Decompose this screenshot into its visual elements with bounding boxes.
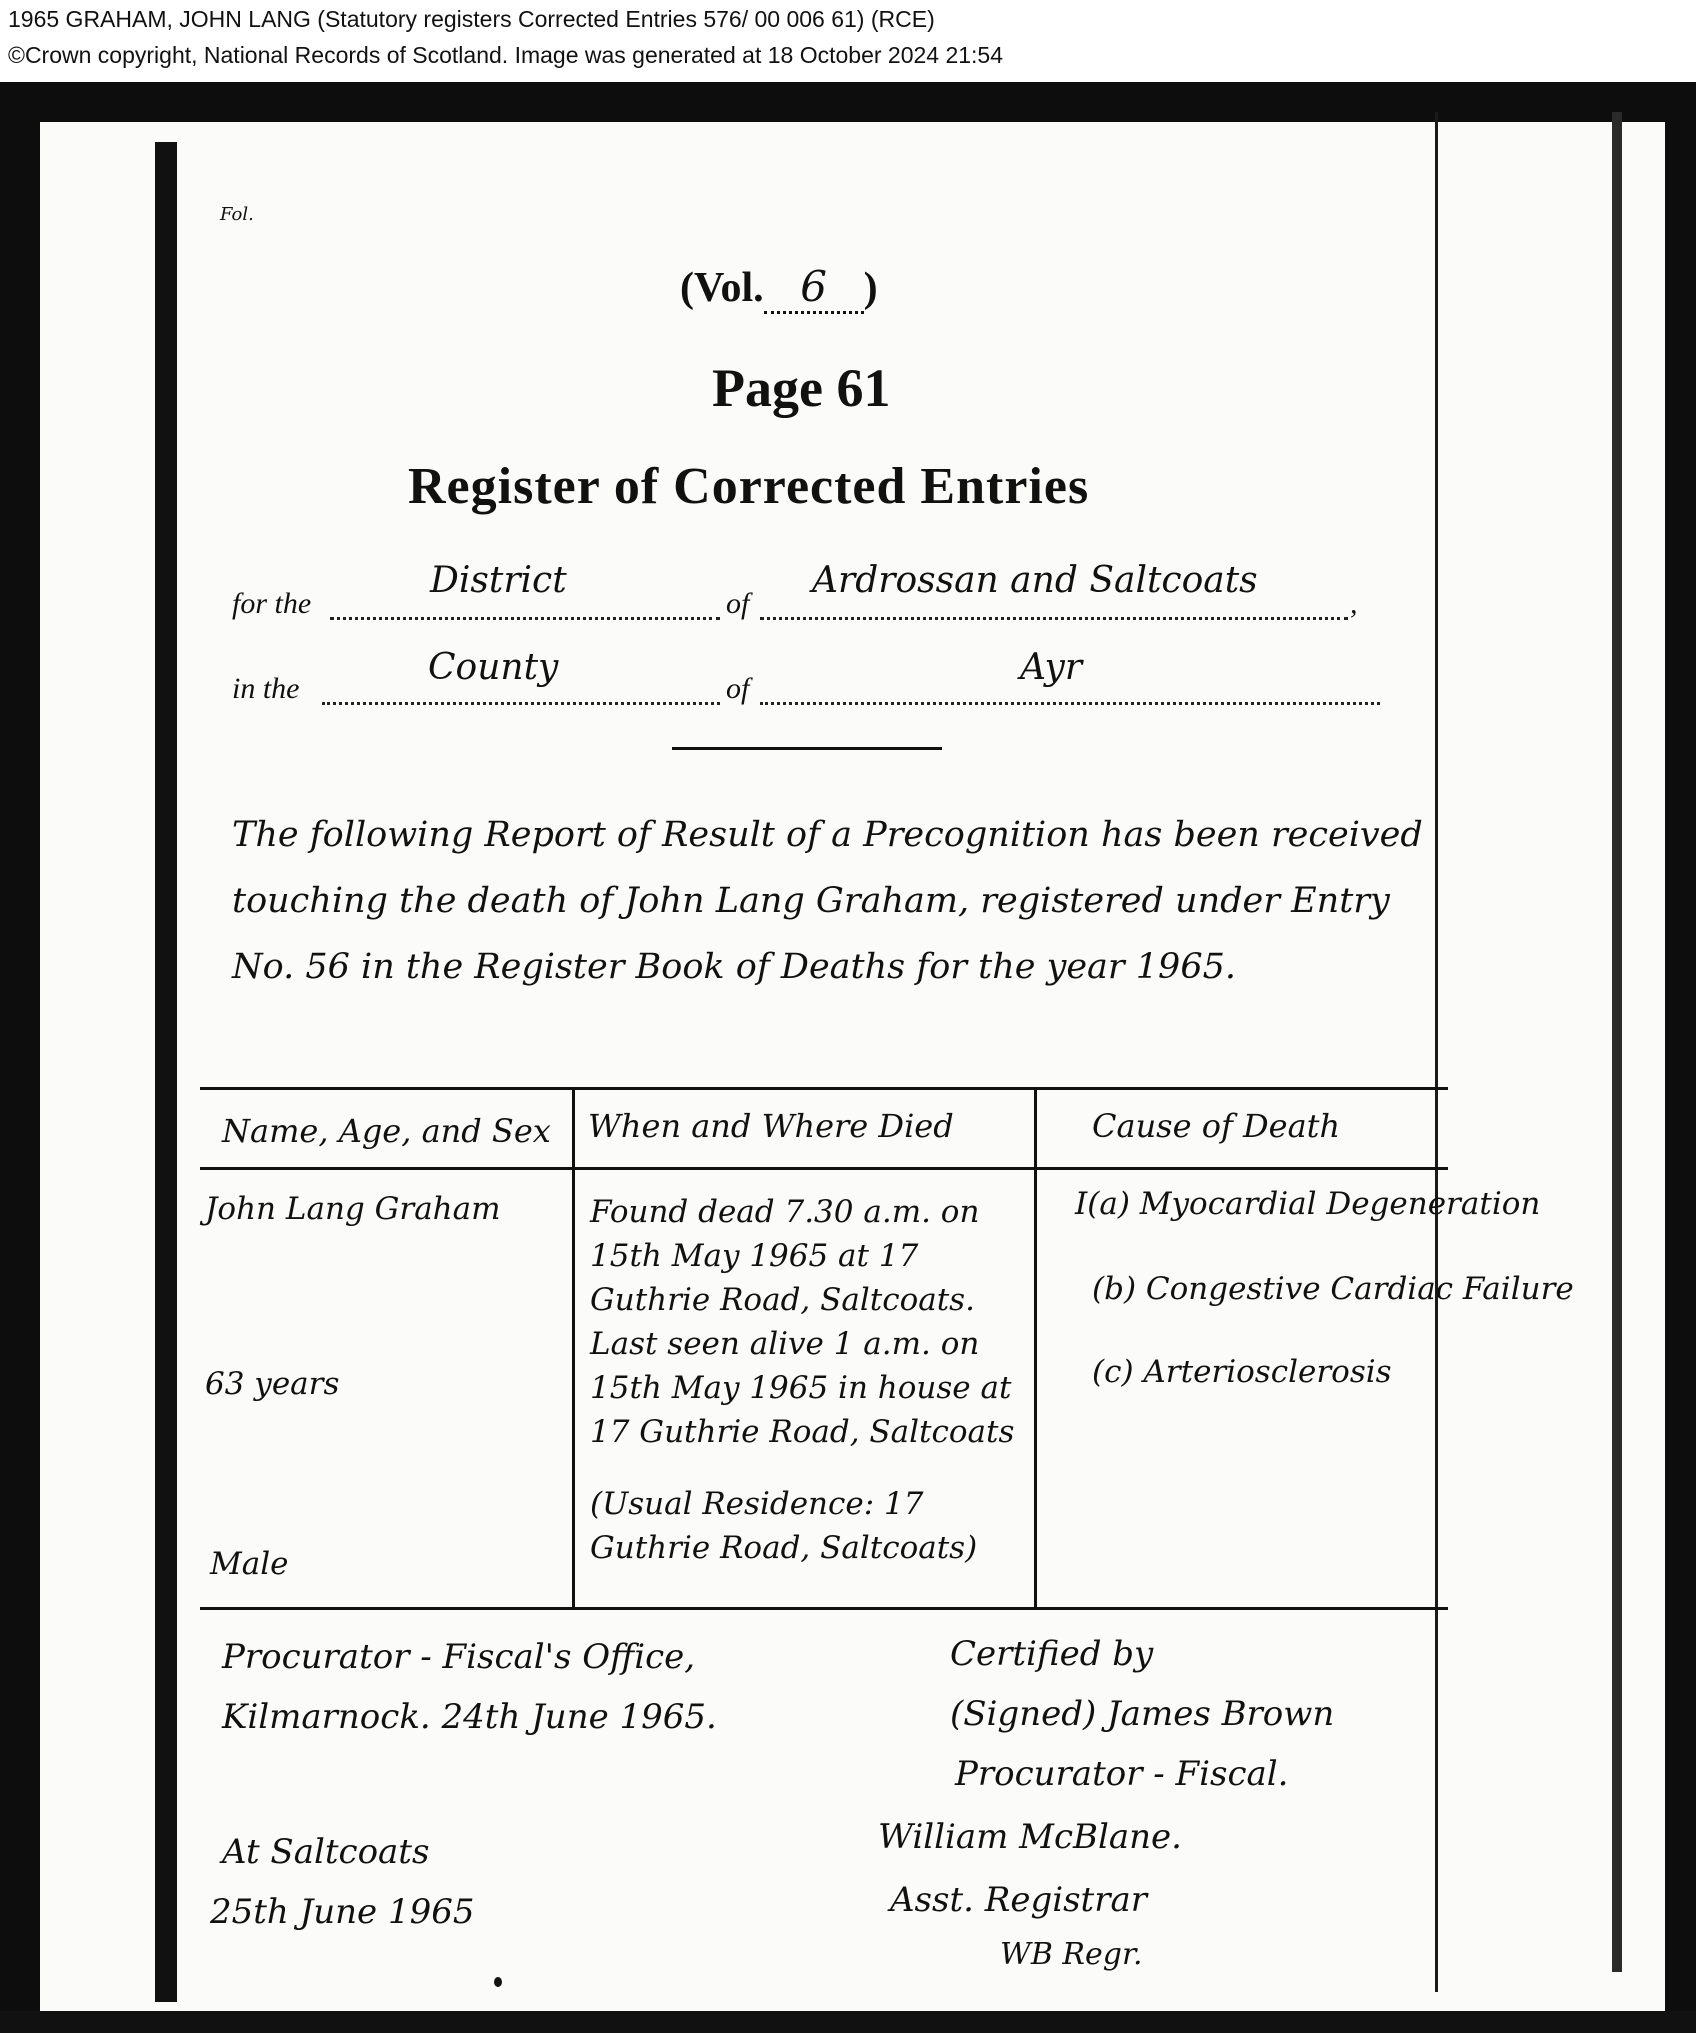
certified-by: Certified by bbox=[950, 1634, 1154, 1674]
table-header-rule bbox=[200, 1167, 1448, 1170]
deceased-age: 63 years bbox=[205, 1366, 340, 1402]
district-name-line bbox=[760, 617, 1348, 620]
table-top-rule bbox=[200, 1087, 1448, 1090]
at-date: 25th June 1965 bbox=[210, 1892, 475, 1932]
volume-prefix: (Vol. bbox=[680, 265, 764, 311]
binding-edge bbox=[155, 142, 177, 2002]
for-the-label: for the bbox=[232, 587, 312, 620]
district-name-value: Ardrossan and Saltcoats bbox=[812, 560, 1258, 601]
of-label-1: of bbox=[726, 587, 750, 620]
district-comma: , bbox=[1350, 587, 1358, 620]
of-label-2: of bbox=[726, 672, 750, 705]
fiscal-office-date: Kilmarnock. 24th June 1965. bbox=[222, 1697, 717, 1737]
page-border-right bbox=[1435, 112, 1438, 1992]
county-type-value: County bbox=[428, 647, 559, 688]
registrar-initials: WB Regr. bbox=[1000, 1937, 1143, 1972]
registrar-title: Asst. Registrar bbox=[890, 1880, 1147, 1920]
scan-edge-right bbox=[1612, 112, 1622, 1972]
header-cause: Cause of Death bbox=[1092, 1107, 1341, 1145]
volume-label bbox=[680, 262, 878, 314]
register-title: Register of Corrected Entries bbox=[408, 458, 1090, 515]
cause-c: (c) Arteriosclerosis bbox=[1092, 1354, 1392, 1390]
county-name-line bbox=[760, 702, 1380, 705]
scanned-document bbox=[0, 82, 1696, 2033]
when-where-died: Found dead 7.30 a.m. on 15th May 1965 at 17 Guthrie Road, Saltcoats. Last seen alive 1 a.m. on 15th May 1965 in house at 17 Guthrie Road, Saltcoats bbox=[590, 1194, 1015, 1450]
report-text: The following Report of Result of a Precognition has been received touching the death of John Lang Graham, registered under Entry No. 56 in the Register Book of Deaths for the year 1965. bbox=[232, 815, 1423, 987]
cause-b: (b) Congestive Cardiac Failure bbox=[1092, 1271, 1574, 1307]
district-type-value: District bbox=[430, 560, 567, 601]
table-bottom-rule bbox=[200, 1607, 1448, 1610]
county-name-value: Ayr bbox=[1020, 647, 1083, 688]
registrar-signature: William McBlane. bbox=[878, 1817, 1182, 1857]
header-when-where: When and Where Died bbox=[588, 1107, 954, 1145]
copyright-notice: ©Crown copyright, National Records of Scotland. Image was generated at 18 October 2024 21:54 bbox=[8, 42, 1004, 68]
scan-edge-bottom bbox=[0, 2011, 1696, 2033]
page-number: Page 61 bbox=[712, 358, 891, 418]
deceased-sex: Male bbox=[210, 1546, 289, 1582]
volume-suffix: ) bbox=[863, 265, 878, 311]
county-type-line bbox=[322, 702, 720, 705]
fiscal-title: Procurator - Fiscal. bbox=[955, 1754, 1289, 1794]
header-name-age-sex: Name, Age, and Sex bbox=[222, 1112, 551, 1150]
divider-rule bbox=[672, 747, 942, 750]
fiscal-office: Procurator - Fiscal's Office, bbox=[222, 1637, 696, 1677]
record-header bbox=[0, 0, 1696, 82]
usual-residence: (Usual Residence: 17 Guthrie Road, Saltcoats) bbox=[590, 1486, 978, 1566]
volume-number: 6 bbox=[764, 262, 864, 314]
margin-note: Fol. bbox=[220, 204, 254, 225]
in-the-label: in the bbox=[232, 672, 300, 705]
district-type-line bbox=[330, 617, 720, 620]
table-col-divider-1 bbox=[572, 1087, 575, 1609]
fiscal-signature: (Signed) James Brown bbox=[950, 1694, 1335, 1734]
record-title: 1965 GRAHAM, JOHN LANG (Statutory registers Corrected Entries 576/ 00 006 61) (RCE) bbox=[8, 6, 935, 32]
table-col-divider-2 bbox=[1034, 1087, 1037, 1609]
at-place: At Saltcoats bbox=[222, 1832, 430, 1872]
cause-a: I(a) Myocardial Degeneration bbox=[1075, 1186, 1541, 1222]
ink-speck bbox=[494, 1977, 502, 1987]
deceased-name: John Lang Graham bbox=[205, 1191, 501, 1227]
